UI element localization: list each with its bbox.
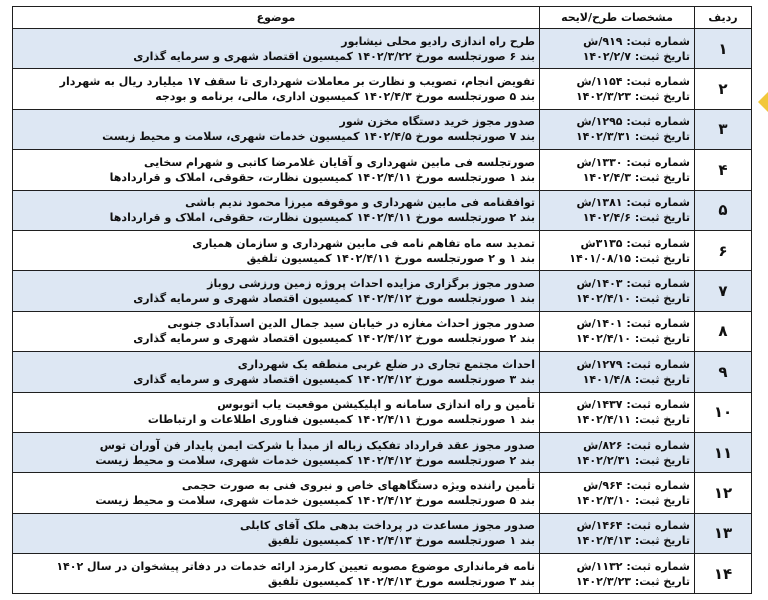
topic-clause: بند ۱ صورتجلسه مورخ ۱۴۰۲/۴/۱۲ کمیسیون اقتصاد شهری و سرمایه گذاری — [133, 292, 535, 306]
topic-title: صدور مجوز احداث مغازه در خیابان سید جمال الدین اسدآبادی جنوبی — [167, 317, 535, 331]
topic-cell — [13, 352, 540, 392]
topic-clause: بند ۲ صورتجلسه مورخ ۱۴۰۲/۴/۱۱ کمیسیون نظارت، حقوقی، املاک و قراردادها — [109, 211, 535, 225]
topic-title: توافقنامه فی مابین شهرداری و موقوفه میرزا محمود ندیم باشی — [185, 196, 535, 210]
table-row — [13, 352, 752, 392]
registration-number: شماره ثبت: ۱۴۶۴/ش — [576, 519, 690, 533]
row-number: ۱۴ — [695, 554, 752, 594]
topic-title: تأمین راننده ویژه دستگاههای خاص و نیروی فنی به صورت حجمی — [181, 478, 535, 492]
registration-date: تاریخ ثبت: ۱۴۰۱/۰۸/۱۵ — [569, 251, 690, 265]
topic-clause: بند ۱ صورتجلسه مورخ ۱۴۰۲/۴/۱۱ کمیسیون فناوری اطلاعات و ارتباطات — [147, 413, 535, 427]
row-number: ۴ — [695, 150, 752, 190]
topic-title: صدور مجوز مساعدت در پرداخت بدهی ملک آقای کابلی — [239, 519, 535, 533]
registration-number: شماره ثبت: ۱۳۳۰/ش — [576, 155, 690, 169]
table-body — [13, 29, 752, 594]
row-number: ۷ — [695, 271, 752, 311]
spec-cell — [540, 190, 695, 230]
spec-cell — [540, 554, 695, 594]
resolutions-table-container — [12, 6, 752, 594]
topic-clause: بند ۳ صورتجلسه مورخ ۱۴۰۲/۴/۱۳ کمیسیون تلفیق — [267, 574, 535, 588]
topic-cell — [13, 473, 540, 513]
registration-date: تاریخ ثبت: ۱۴۰۲/۳/۲۳ — [575, 90, 690, 104]
topic-title: تمدید سه ماه تفاهم نامه فی مابین شهرداری و سازمان همیاری — [192, 236, 535, 250]
spec-cell — [540, 69, 695, 109]
table-row — [13, 271, 752, 311]
topic-cell — [13, 392, 540, 432]
header-row-number: ردیف — [695, 7, 752, 29]
registration-number: شماره ثبت: ۱۱۵۴/ش — [576, 75, 690, 89]
registration-date: تاریخ ثبت: ۱۴۰۲/۲/۷ — [582, 49, 690, 63]
topic-cell — [13, 29, 540, 69]
row-number: ۱۳ — [695, 513, 752, 553]
spec-cell — [540, 432, 695, 472]
table-row — [13, 554, 752, 594]
table-row — [13, 392, 752, 432]
topic-title: تفویض انجام، تصویب و نظارت بر معاملات شهرداری تا سقف ۱۷ میلیارد ریال به شهردار — [59, 75, 535, 89]
spec-cell — [540, 311, 695, 351]
registration-number: شماره ثبت: ۹۱۹/ش — [583, 34, 690, 48]
resolutions-table — [12, 6, 752, 594]
registration-date: تاریخ ثبت: ۱۴۰۲/۲/۳۱ — [575, 453, 690, 467]
table-row — [13, 29, 752, 69]
topic-cell — [13, 150, 540, 190]
registration-date: تاریخ ثبت: ۱۴۰۲/۴/۱۱ — [575, 413, 690, 427]
row-number: ۳ — [695, 109, 752, 149]
topic-cell — [13, 230, 540, 270]
row-number: ۱۰ — [695, 392, 752, 432]
topic-title: صدور مجوز خرید دستگاه مخزن شور — [339, 115, 535, 129]
topic-cell — [13, 554, 540, 594]
row-number: ۱۲ — [695, 473, 752, 513]
row-number: ۱ — [695, 29, 752, 69]
topic-clause: بند ۶ صورتجلسه مورخ ۱۴۰۲/۳/۲۲ کمیسیون اقتصاد شهری و سرمایه گذاری — [133, 49, 535, 63]
table-row — [13, 432, 752, 472]
registration-number: شماره ثبت: ۳۱۳۵ش — [580, 236, 690, 250]
row-number: ۶ — [695, 230, 752, 270]
registration-number: شماره ثبت: ۱۲۷۹/ش — [576, 357, 690, 371]
registration-date: تاریخ ثبت: ۱۴۰۲/۳/۳۱ — [575, 130, 690, 144]
table-row — [13, 109, 752, 149]
row-number: ۵ — [695, 190, 752, 230]
topic-cell — [13, 190, 540, 230]
topic-clause: بند ۱ و ۲ صورتجلسه مورخ ۱۴۰۲/۴/۱۱ کمیسیون تلفیق — [246, 251, 535, 265]
topic-cell — [13, 513, 540, 553]
topic-cell — [13, 271, 540, 311]
topic-title: تأمین و راه اندازی سامانه و اپلیکیشن موقعیت یاب اتوبوس — [217, 398, 535, 412]
header-topic: موضوع — [13, 7, 540, 29]
page-marker-arrow — [758, 92, 768, 112]
registration-date: تاریخ ثبت: ۱۴۰۲/۴/۱۰ — [575, 332, 690, 346]
registration-number: شماره ثبت: ۸۲۶/ش — [583, 438, 690, 452]
topic-clause: بند ۳ صورتجلسه مورخ ۱۴۰۲/۴/۱۲ کمیسیون اقتصاد شهری و سرمایه گذاری — [133, 372, 535, 386]
table-row — [13, 311, 752, 351]
table-row — [13, 190, 752, 230]
spec-cell — [540, 29, 695, 69]
row-number: ۹ — [695, 352, 752, 392]
registration-date: تاریخ ثبت: ۱۴۰۱/۴/۸ — [582, 372, 690, 386]
registration-number: شماره ثبت: ۱۱۳۲/ش — [576, 559, 690, 573]
table-row — [13, 513, 752, 553]
table-row — [13, 69, 752, 109]
topic-title: احداث مجتمع تجاری در ضلع غربی منطقه یک شهرداری — [237, 357, 535, 371]
topic-clause: بند ۱ صورتجلسه مورخ ۱۴۰۲/۴/۱۳ کمیسیون تلفیق — [267, 534, 535, 548]
topic-title: صدور مجوز برگزاری مزایده احداث پروژه زمین ورزشی روباز — [207, 277, 535, 291]
registration-number: شماره ثبت: ۱۲۹۵/ش — [576, 115, 690, 129]
spec-cell — [540, 352, 695, 392]
topic-title: صدور مجوز عقد قرارداد تفکیک زباله از مبدأ با شرکت ایمن پایدار فن آوران توس — [99, 438, 535, 452]
table-row — [13, 150, 752, 190]
spec-cell — [540, 513, 695, 553]
topic-title: صورتجلسه فی مابین شهرداری و آقایان غلامرضا کاتبی و شهرام سخایی — [144, 155, 535, 169]
row-number: ۲ — [695, 69, 752, 109]
registration-date: تاریخ ثبت: ۱۴۰۲/۳/۱۰ — [575, 493, 690, 507]
registration-date: تاریخ ثبت: ۱۴۰۲/۴/۳ — [582, 170, 690, 184]
topic-clause: بند ۵ صورتجلسه مورخ ۱۴۰۲/۴/۱۲ کمیسیون خدمات شهری، سلامت و محیط زیست — [95, 493, 535, 507]
topic-clause: بند ۱ صورتجلسه مورخ ۱۴۰۲/۴/۱۱ کمیسیون نظارت، حقوقی، املاک و قراردادها — [109, 170, 535, 184]
table-row — [13, 473, 752, 513]
registration-number: شماره ثبت: ۱۴۳۷/ش — [576, 398, 690, 412]
header-spec: مشخصات طرح/لایحه — [540, 7, 695, 29]
spec-cell — [540, 109, 695, 149]
spec-cell — [540, 473, 695, 513]
topic-clause: بند ۷ صورتجلسه مورخ ۱۴۰۲/۴/۵ کمیسیون خدمات شهری، سلامت و محیط زیست — [102, 130, 535, 144]
topic-cell — [13, 311, 540, 351]
registration-date: تاریخ ثبت: ۱۴۰۲/۴/۶ — [582, 211, 690, 225]
topic-clause: بند ۲ صورتجلسه مورخ ۱۴۰۲/۴/۱۲ کمیسیون خدمات شهری، سلامت و محیط زیست — [95, 453, 535, 467]
spec-cell — [540, 271, 695, 311]
topic-cell — [13, 432, 540, 472]
spec-cell — [540, 150, 695, 190]
spec-cell — [540, 230, 695, 270]
registration-date: تاریخ ثبت: ۱۴۰۲/۴/۱۰ — [575, 292, 690, 306]
registration-number: شماره ثبت: ۹۶۴/ش — [583, 478, 690, 492]
table-header-row — [13, 7, 752, 29]
registration-number: شماره ثبت: ۱۴۰۱/ش — [576, 317, 690, 331]
registration-date: تاریخ ثبت: ۱۴۰۲/۴/۱۳ — [575, 534, 690, 548]
row-number: ۸ — [695, 311, 752, 351]
topic-cell — [13, 69, 540, 109]
topic-cell — [13, 109, 540, 149]
spec-cell — [540, 392, 695, 432]
table-row — [13, 230, 752, 270]
row-number: ۱۱ — [695, 432, 752, 472]
topic-clause: بند ۵ صورتجلسه مورخ ۱۴۰۲/۴/۳ کمیسیون اداری، مالی، برنامه و بودجه — [155, 90, 535, 104]
registration-date: تاریخ ثبت: ۱۴۰۲/۳/۲۳ — [575, 574, 690, 588]
topic-title: نامه فرمانداری موضوع مصوبه تعیین کارمزد ارائه خدمات در دفاتر پیشخوان در سال ۱۴۰۲ — [56, 559, 535, 573]
registration-number: شماره ثبت: ۱۳۸۱/ش — [576, 196, 690, 210]
topic-title: طرح راه اندازی رادیو محلی نیشابور — [341, 34, 535, 48]
topic-clause: بند ۲ صورتجلسه مورخ ۱۴۰۲/۴/۱۲ کمیسیون اقتصاد شهری و سرمایه گذاری — [133, 332, 535, 346]
registration-number: شماره ثبت: ۱۴۰۳/ش — [576, 277, 690, 291]
